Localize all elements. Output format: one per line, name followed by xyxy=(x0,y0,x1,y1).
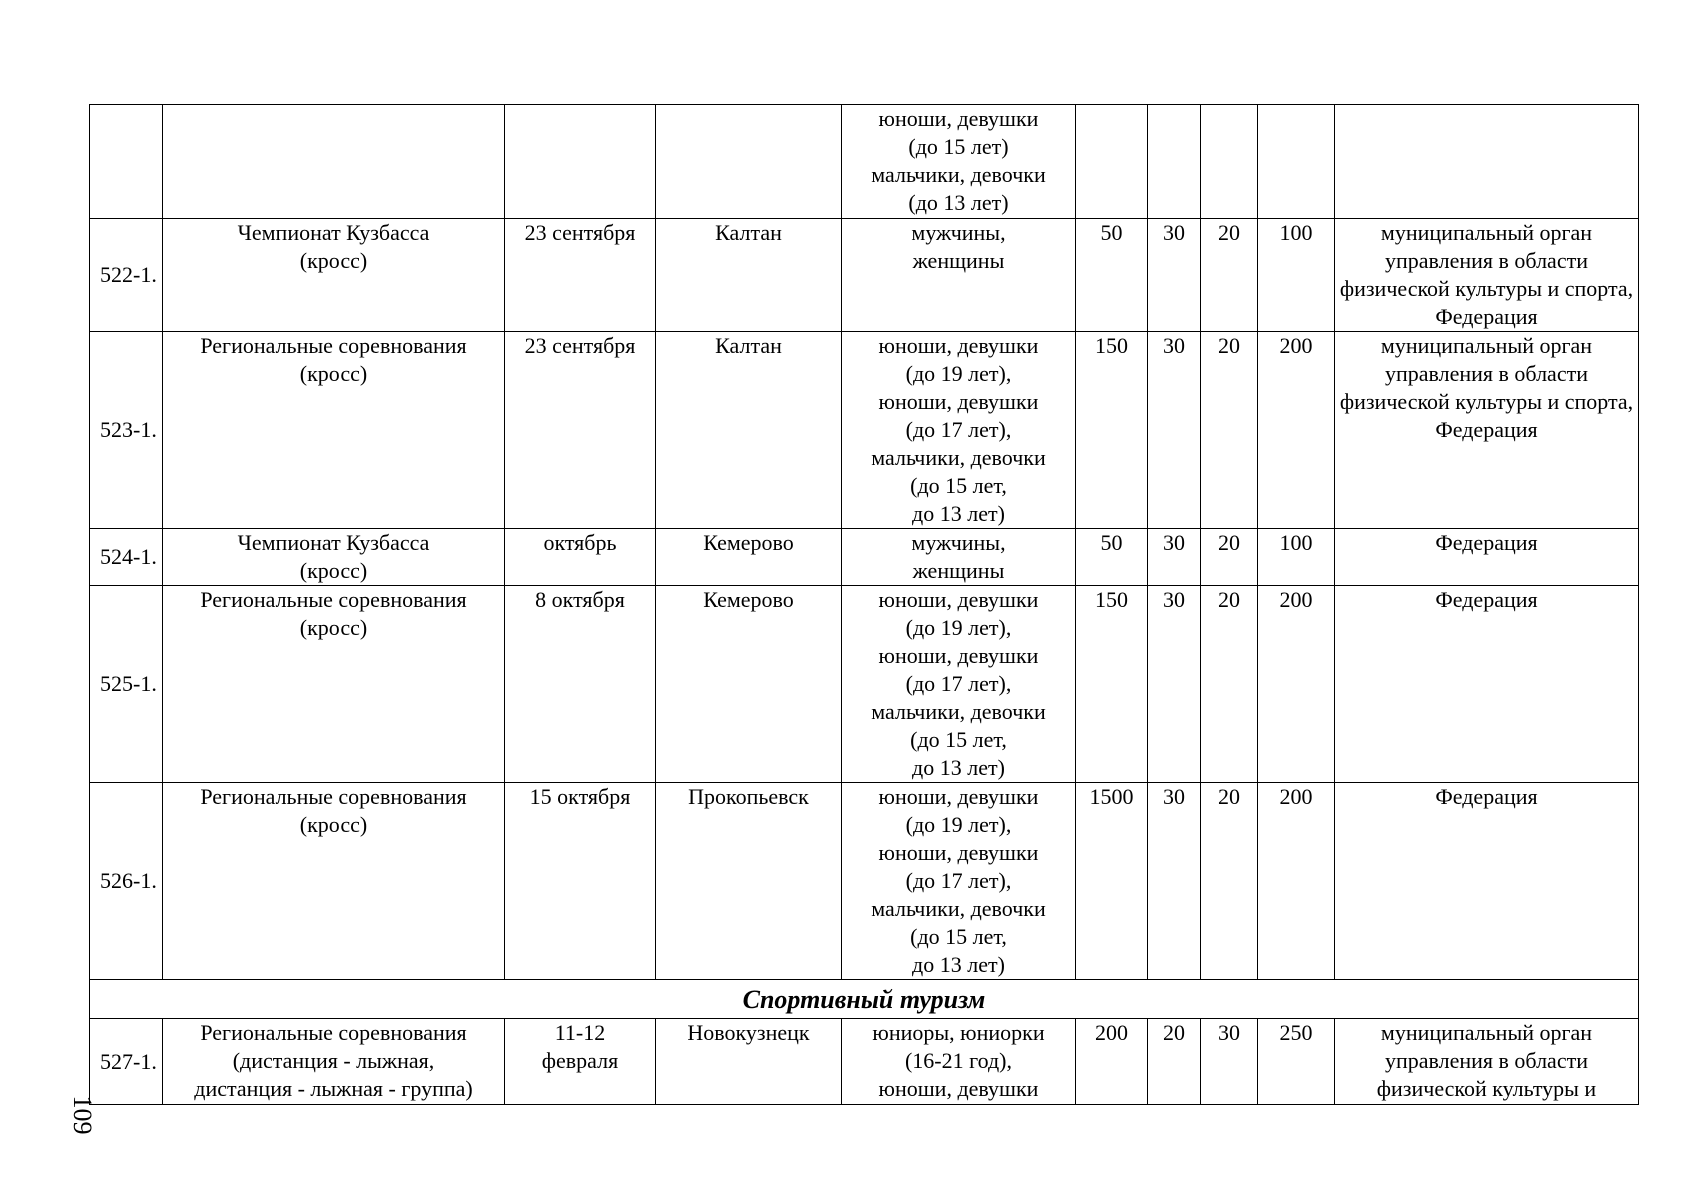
place-cell: Новокузнецк xyxy=(656,1019,842,1105)
value-cell: 30 xyxy=(1148,219,1201,332)
value-cell: 100 xyxy=(1258,529,1335,586)
organizer-cell: муниципальный орган управления в области физической культуры и спорта, Федерация xyxy=(1335,332,1639,529)
value-cell: 100 xyxy=(1258,219,1335,332)
table-row xyxy=(90,1019,1639,1105)
date-cell: 8 октября xyxy=(505,586,656,783)
value-cell: 20 xyxy=(1201,332,1258,529)
organizer-cell: Федерация xyxy=(1335,783,1639,980)
value-cell: 30 xyxy=(1148,586,1201,783)
participants-cell: мужчины, женщины xyxy=(842,219,1076,332)
date-cell: 15 октября xyxy=(505,783,656,980)
table-row xyxy=(90,783,1639,980)
table-row xyxy=(90,332,1639,529)
place-cell: Кемерово xyxy=(656,586,842,783)
row-number-cell: 523-1. xyxy=(90,332,163,529)
value-cell: 20 xyxy=(1201,529,1258,586)
organizer-cell xyxy=(1335,105,1639,219)
table-row xyxy=(90,586,1639,783)
row-number-cell: 524-1. xyxy=(90,529,163,586)
place-cell: Прокопьевск xyxy=(656,783,842,980)
event-name-cell: Региональные соревнования (дистанция - лыжная, дистанция - лыжная - группа) xyxy=(163,1019,505,1105)
page-number: 109 xyxy=(68,1095,97,1135)
value-cell: 30 xyxy=(1148,332,1201,529)
value-cell: 50 xyxy=(1076,219,1148,332)
event-name-cell xyxy=(163,105,505,219)
value-cell: 200 xyxy=(1258,332,1335,529)
value-cell: 150 xyxy=(1076,586,1148,783)
organizer-cell: муниципальный орган управления в области физической культуры и спорта, Федерация xyxy=(1335,219,1639,332)
value-cell: 20 xyxy=(1201,783,1258,980)
value-cell xyxy=(1258,105,1335,219)
participants-cell: юноши, девушки (до 19 лет), юноши, девушки (до 17 лет), мальчики, девочки (до 15 лет, до 13 лет) xyxy=(842,783,1076,980)
value-cell: 30 xyxy=(1148,529,1201,586)
value-cell: 50 xyxy=(1076,529,1148,586)
participants-cell: юноши, девушки (до 15 лет) мальчики, девочки (до 13 лет) xyxy=(842,105,1076,219)
value-cell xyxy=(1148,105,1201,219)
date-cell xyxy=(505,105,656,219)
value-cell: 20 xyxy=(1148,1019,1201,1105)
participants-cell: юноши, девушки (до 19 лет), юноши, девушки (до 17 лет), мальчики, девочки (до 15 лет, до 13 лет) xyxy=(842,332,1076,529)
organizer-cell: муниципальный орган управления в области физической культуры и xyxy=(1335,1019,1639,1105)
row-number-cell: 525-1. xyxy=(90,586,163,783)
value-cell: 20 xyxy=(1201,219,1258,332)
value-cell: 30 xyxy=(1201,1019,1258,1105)
event-name-cell: Чемпионат Кузбасса (кросс) xyxy=(163,219,505,332)
participants-cell: мужчины, женщины xyxy=(842,529,1076,586)
place-cell: Калтан xyxy=(656,219,842,332)
date-cell: октябрь xyxy=(505,529,656,586)
organizer-cell: Федерация xyxy=(1335,529,1639,586)
date-cell: 23 сентября xyxy=(505,332,656,529)
value-cell: 150 xyxy=(1076,332,1148,529)
row-number-cell xyxy=(90,105,163,219)
table-row xyxy=(90,529,1639,586)
value-cell: 30 xyxy=(1148,783,1201,980)
participants-cell: юноши, девушки (до 19 лет), юноши, девушки (до 17 лет), мальчики, девочки (до 15 лет, до 13 лет) xyxy=(842,586,1076,783)
participants-cell: юниоры, юниорки (16-21 год), юноши, девушки xyxy=(842,1019,1076,1105)
event-name-cell: Региональные соревнования (кросс) xyxy=(163,783,505,980)
event-name-cell: Чемпионат Кузбасса (кросс) xyxy=(163,529,505,586)
place-cell xyxy=(656,105,842,219)
value-cell: 200 xyxy=(1076,1019,1148,1105)
value-cell: 200 xyxy=(1258,783,1335,980)
place-cell: Калтан xyxy=(656,332,842,529)
date-cell: 11-12 февраля xyxy=(505,1019,656,1105)
value-cell: 250 xyxy=(1258,1019,1335,1105)
row-number-cell: 527-1. xyxy=(90,1019,163,1105)
date-cell: 23 сентября xyxy=(505,219,656,332)
value-cell xyxy=(1201,105,1258,219)
table-row xyxy=(90,219,1639,332)
event-name-cell: Региональные соревнования (кросс) xyxy=(163,332,505,529)
value-cell: 200 xyxy=(1258,586,1335,783)
table-row xyxy=(90,105,1639,219)
row-number-cell: 522-1. xyxy=(90,219,163,332)
events-table xyxy=(89,104,1639,1105)
section-title: Спортивный туризм xyxy=(90,980,1639,1019)
place-cell: Кемерово xyxy=(656,529,842,586)
value-cell: 20 xyxy=(1201,586,1258,783)
organizer-cell: Федерация xyxy=(1335,586,1639,783)
row-number-cell: 526-1. xyxy=(90,783,163,980)
value-cell: 1500 xyxy=(1076,783,1148,980)
section-row xyxy=(90,980,1639,1019)
value-cell xyxy=(1076,105,1148,219)
event-name-cell: Региональные соревнования (кросс) xyxy=(163,586,505,783)
